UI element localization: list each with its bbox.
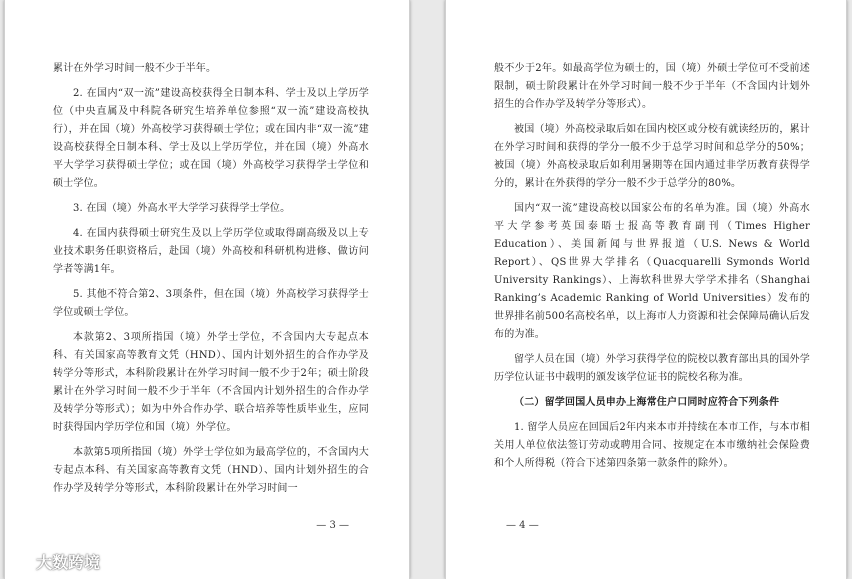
watermark-text: 大数跨境: [36, 553, 101, 572]
section-heading: （二）留学回国人员申办上海常住户口同时应符合下列条件: [514, 397, 780, 408]
paragraph: 2. 在国内“双一流”建设高校获得全日制本科、学士及以上学历学位（中央直属及中科院各研究生培养单位参照“双一流”建设高校执行），并在国（境）外高校学习获得硕士学位；或在国内非“双一流”建设高校获得全日制本科、学士及以上学历学位，并在国（境）外高水平大学学习获得硕士学位；或在国（境）外高校学习获得学士学位和硕士学位。: [53, 88, 369, 189]
paragraph: 4. 在国内获得硕士研究生及以上学历学位或取得副高级及以上专业技术职务任职资格后，赴国（境）外高校和科研机构进修、做访问学者等满1年。: [53, 228, 369, 275]
document-page-3: [4, 0, 410, 579]
paragraph: 留学人员在国（境）外学习获得学位的院校以教育部出具的国外学历学位认证书中载明的颁发该学位证书的院校名称为准。: [494, 354, 810, 383]
paragraph: 被国（境）外高校录取后如在国内校区或分校有就读经历的，累计在外学习时间和获得的学分一般不少于总学习时间和总学分的50%；被国（境）外高校录取后如利用暑期等在国内通过非学历教育获得学分的，累计在外获得的学分一般不少于总学分的80%。: [494, 124, 810, 189]
paragraph: 5. 其他不符合第2、3项条件，但在国（境）外高校学习获得学士学位或硕士学位。: [53, 289, 369, 318]
document-page-4: [445, 0, 847, 579]
paragraph: 般不少于2年。如最高学位为硕士的，国（境）外硕士学位可不受前述限制，硕士阶段累计在外学习时间一般不少于半年（不含国内计划外招生的合作办学及转学分等形式）。: [494, 63, 810, 110]
paragraph: 本款第2、3项所指国（境）外学士学位，不含国内大专起点本科、有关国家高等教育文凭（HND）、国内计划外招生的合作办学及转学分等形式，本科阶段累计在外学习时间一般不少于2年；硕士阶段累计在外学习时间一般不少于半年（不含国内计划外招生的合作办学及转学分等形式）；如为中外合作办学、联合培养等性质毕业生，应同时获得国内学历学位和国（境）外学位。: [53, 332, 369, 433]
page-3-body: [53, 60, 369, 505]
paragraph: 国内“双一流”建设高校以国家公布的名单为准。国（境）外高水平大学参考英国泰晤士报高等教育副刊（Times Higher Education）、美国新闻与世界报道（U.S. News & World Report）、QS世界大学排名（Quacquarelli Symonds World University Rankings）、上海软科世界大学学术排名（Shanghai Ranking’s Academic Ranking of World Universities）发布的世界排名前500名高校名单，以上海市人力资源和社会保障局确认后发布的为准。: [494, 203, 810, 340]
paragraph: 1. 留学人员应在回国后2年内来本市并持续在本市工作，与本市相关用人单位依法签订劳动或聘用合同、按规定在本市缴纳社会保险费和个人所得税（符合下述第四条第一款条件的除外）。: [494, 422, 810, 469]
page-4-body: [494, 60, 810, 480]
paragraph: 本款第5项所指国（境）外学士学位如为最高学位的，不含国内大专起点本科、有关国家高等教育文凭（HND）、国内计划外招生的合作办学及转学分等形式，本科阶段累计在外学习时间一: [53, 447, 369, 494]
watermark: [6, 550, 100, 573]
cloud-logo-icon: [6, 552, 32, 572]
page-number: — 3 —: [316, 520, 349, 531]
page-number: — 4 —: [506, 520, 539, 531]
paragraph: 累计在外学习时间一般不少于半年。: [53, 63, 217, 74]
paragraph: 3. 在国（境）外高水平大学学习获得学士学位。: [73, 203, 291, 214]
